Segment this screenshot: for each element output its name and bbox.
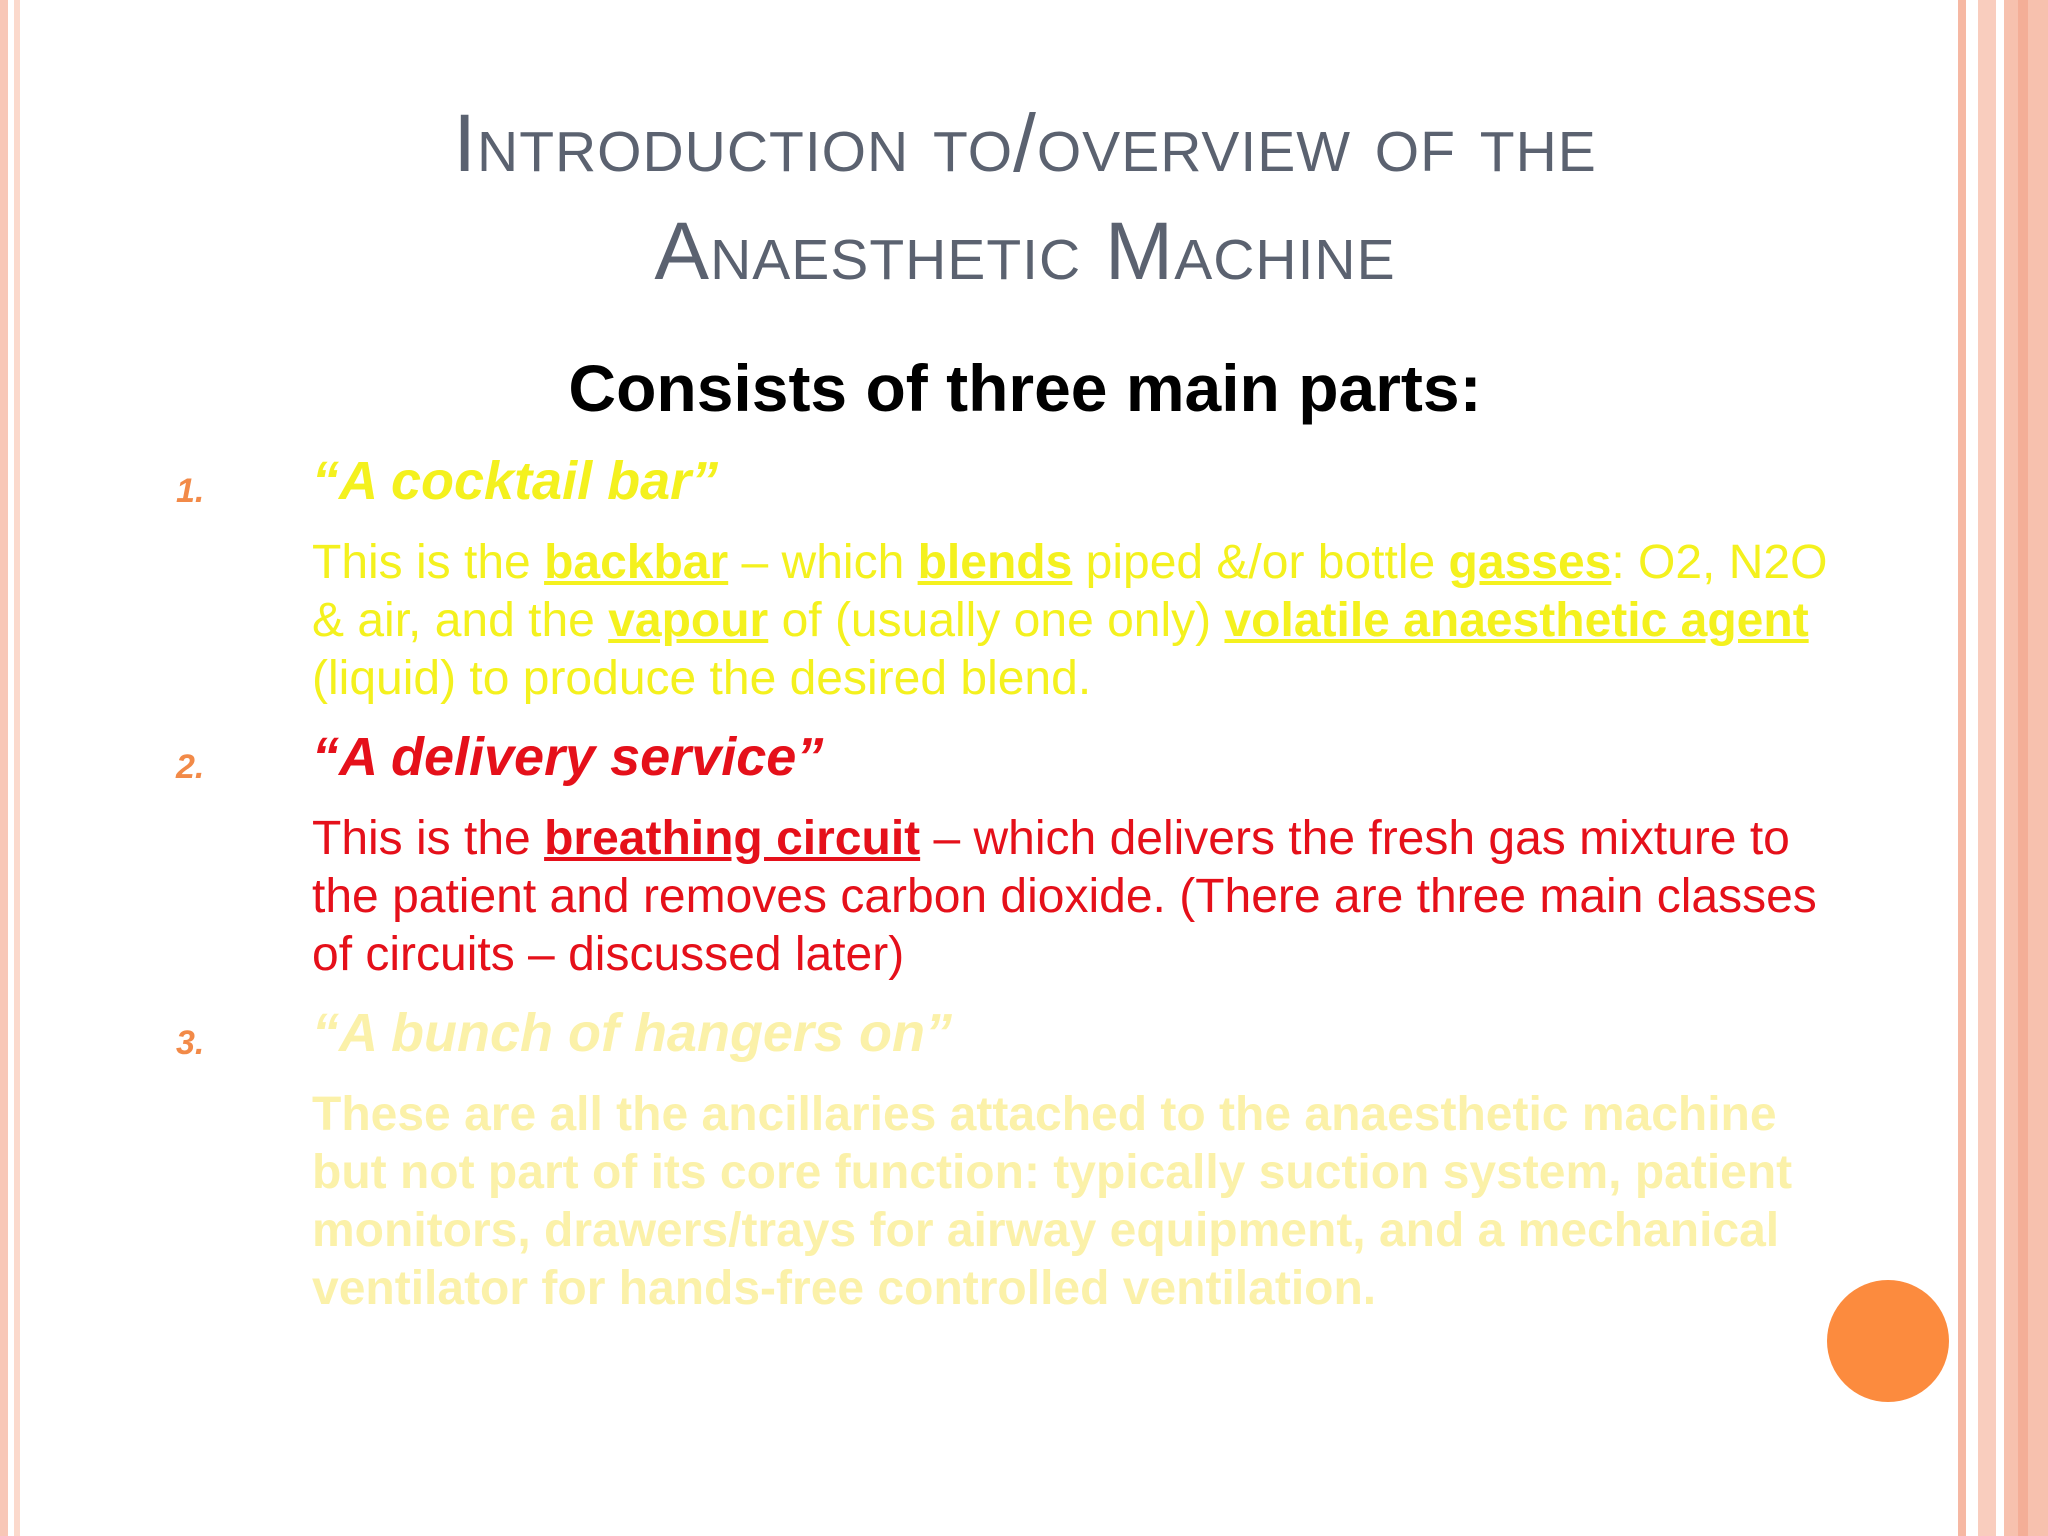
item-1-text: piped &/or bottle <box>1072 536 1449 589</box>
item-1-text: (liquid) to produce the desired blend. <box>312 652 1092 705</box>
item-3-body: These are all the ancillaries attached to the anaesthetic machine but not part of its core function: typically suction system, patient monitors, drawers/trays for airway equipment, and a mechanical ventilator for hands-free controlled ventilation. <box>312 1088 1793 1315</box>
item-2-title: “A delivery service” <box>312 727 824 787</box>
left-border-stripe-inner <box>14 0 20 1536</box>
slide-title-line1: Introduction to/overview of the <box>453 98 1597 189</box>
item-1-text: This is the <box>312 536 545 589</box>
slide-title <box>240 90 1810 306</box>
item-2-keyword-breathing-circuit: breathing circuit <box>544 812 921 865</box>
item-1-title: “A cocktail bar” <box>312 451 719 511</box>
item-2-number: 2. <box>176 748 205 786</box>
item-2-text: This is the <box>312 812 545 865</box>
item-1-number: 1. <box>176 472 205 510</box>
right-border-stripe-d <box>2018 0 2028 1536</box>
right-border-stripe-b <box>1978 0 1996 1536</box>
item-2-text: – which delivers the fresh gas mixture to the patient and removes carbon dioxide. (There are three main classes of circuits – discussed later) <box>312 812 1817 981</box>
item-1-text: : O2, N2O & air, and the <box>312 536 1828 647</box>
item-1-keyword-gasses: gasses <box>1448 536 1612 589</box>
item-1-text: – which <box>728 536 918 589</box>
item-3-number: 3. <box>176 1024 205 1062</box>
item-1-text: of (usually one only) <box>768 594 1225 647</box>
decorative-circle <box>1827 1280 1949 1402</box>
item-3-title: “A bunch of hangers on” <box>312 1003 952 1063</box>
item-1-keyword-vapour: vapour <box>608 594 769 647</box>
item-2-body <box>312 810 1852 984</box>
slide-title-line2: Anaesthetic Machine <box>654 206 1396 297</box>
item-1-body <box>312 534 1852 708</box>
item-1-keyword-blends: blends <box>917 536 1073 589</box>
item-1-keyword-backbar: backbar <box>544 536 729 589</box>
item-1-keyword-volatile-agent: volatile anaesthetic agent <box>1224 594 1809 647</box>
left-border-stripe <box>0 0 8 1536</box>
right-border-stripe-a <box>1958 0 1966 1536</box>
slide-subtitle: Consists of three main parts: <box>568 351 1482 425</box>
